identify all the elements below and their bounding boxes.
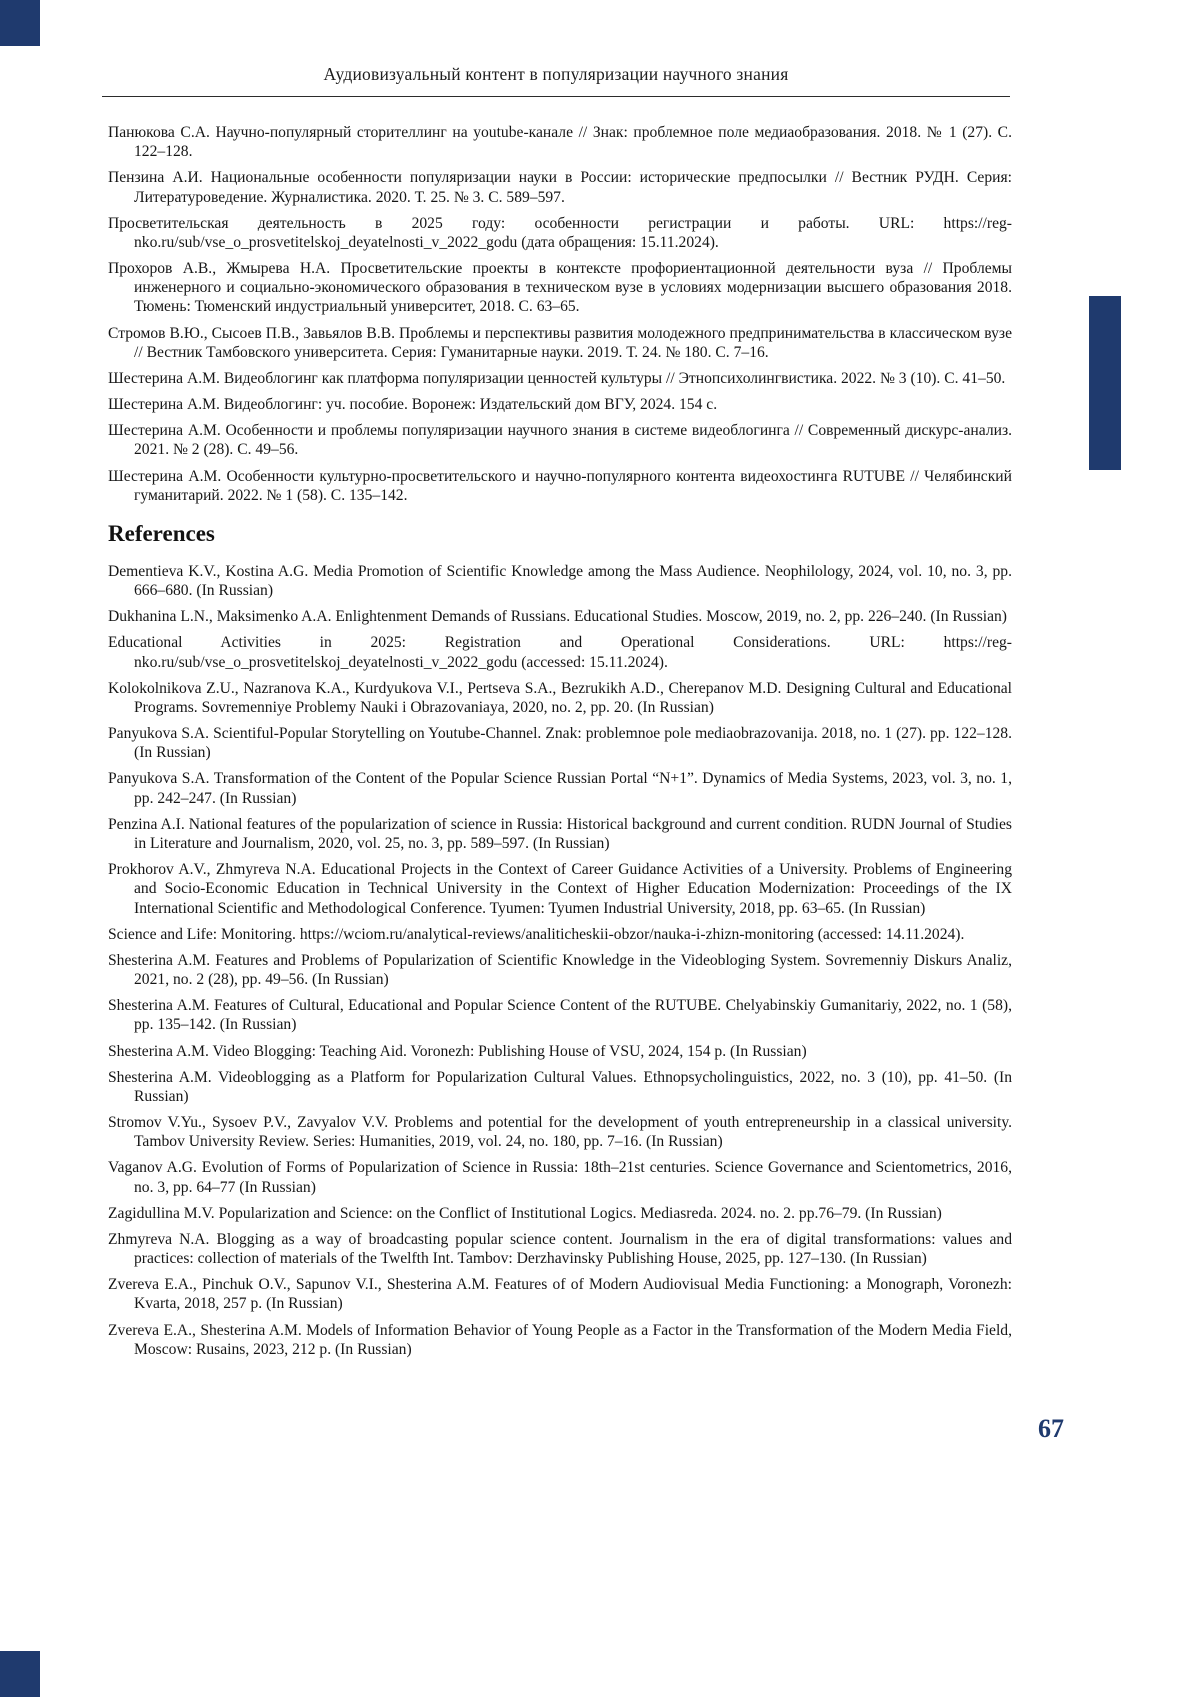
reference-item: Zagidullina M.V. Popularization and Science: on the Conflict of Institutional Logics. Mediasreda. 2024. no. 2. pp.76–79. (In Russian): [108, 1204, 942, 1222]
reference-item: Шестерина А.М. Видеоблогинг как платформа популяризации ценностей культуры // Этнопсихолингвистика. 2022. № 3 (10). С. 41–50.: [108, 369, 1006, 387]
reference-item: Dukhanina L.N., Maksimenko A.A. Enlightenment Demands of Russians. Educational Studies. Moscow, 2019, no. 2, pp. 226–240. (In Russian): [108, 608, 1008, 626]
russian-references-section: [108, 123, 1012, 505]
page-number: 67: [1038, 1414, 1064, 1443]
reference-item: Панюкова С.А. Научно-популярный сторителлинг на youtube-канале // Знак: проблемное поле медиаобразования. 2018. № 1 (27). С. 122–128.: [108, 124, 1012, 161]
reference-item: Shesterina A.M. Video Blogging: Teaching Aid. Voronezh: Publishing House of VSU, 2024, 154 p. (In Russian): [108, 1042, 807, 1060]
reference-item: Стромов В.Ю., Сысоев П.В., Завьялов В.В. Проблемы и перспективы развития молодежного предпринимательства в классическом вузе // Вестник Тамбовского университета. Серия: Гуманитарные науки. 2019. Т. 24. № 180. С. 7–16.: [108, 324, 1012, 361]
reference-item: Panyukova S.A. Scientiful-Popular Storytelling on Youtube-Channel. Znak: problemnoe pole mediaobrazovanija. 2018, no. 1 (27). pp. 122–128. (In Russian): [108, 725, 1012, 762]
reference-item: Shesterina A.M. Features of Cultural, Educational and Popular Science Content of the RUTUBE. Chelyabinskiy Gumanitariy, 2022, no. 1 (58), pp. 135–142. (In Russian): [108, 997, 1012, 1034]
page-header: [102, 0, 1010, 97]
reference-item: Zvereva E.A., Pinchuk O.V., Sapunov V.I., Shesterina A.M. Features of of Modern Audiovisual Media Functioning: a Monograph, Voronezh: Kvarta, 2018, 257 p. (In Russian): [108, 1276, 1012, 1313]
reference-item: Zvereva E.A., Shesterina A.M. Models of Information Behavior of Young People as a Factor in the Transformation of the Modern Media Field, Moscow: Rusains, 2023, 212 p. (In Russian): [108, 1321, 1012, 1358]
reference-item: Прохоров А.В., Жмырева Н.А. Просветительские проекты в контексте профориентационной деятельности вуза // Проблемы инженерного и социально-экономического образования в техническом вузе в условиях модернизации высшего образования 2018. Тюмень: Тюменский индустриальный университет, 2018. С. 63–65.: [108, 260, 1012, 316]
reference-item: Шестерина А.М. Видеоблогинг: уч. пособие. Воронеж: Издательский дом ВГУ, 2024. 154 с.: [108, 396, 718, 414]
reference-item: Просветительская деятельность в 2025 году: особенности регистрации и работы. URL: https://reg-nko.ru/sub/vse_o_prosvetitelskoj_deyatelnosti_v_2022_godu (дата обращения: 15.11.2024).: [108, 214, 1012, 251]
reference-item: Shesterina A.M. Videoblogging as a Platform for Popularization Cultural Values. Ethnopsycholinguistics, 2022, no. 3 (10), pp. 41–50. (In Russian): [108, 1068, 1012, 1105]
header-rule: [102, 96, 1010, 97]
running-head-title: Аудиовизуальный контент в популяризации научного знания: [323, 64, 789, 84]
reference-item: Educational Activities in 2025: Registration and Operational Considerations. URL: https://reg-nko.ru/sub/vse_o_prosvetitelskoj_deyatelnosti_v_2022_godu (accessed: 15.11.2024).: [108, 634, 1012, 671]
reference-item: Stromov V.Yu., Sysoev P.V., Zavyalov V.V. Problems and potential for the development of youth entrepreneurship in a classical university. Tambov University Review. Series: Humanities, 2019, vol. 24, no. 180, pp. 7–16. (In Russian): [108, 1114, 1012, 1151]
reference-item: Dementieva K.V., Kostina A.G. Media Promotion of Scientific Knowledge among the Mass Audience. Neophilology, 2024, vol. 10, no. 3, pp. 666–680. (In Russian): [108, 562, 1012, 600]
reference-item: Шестерина А.М. Особенности культурно-просветительского и научно-популярного контента видеохостинга RUTUBE // Челябинский гуманитарий. 2022. № 1 (58). С. 135–142.: [108, 467, 1012, 504]
decor-corner-bottom-left: [0, 1651, 40, 1697]
english-references-section: [108, 562, 1012, 1359]
reference-item: Пензина А.И. Национальные особенности популяризации науки в России: исторические предпосылки // Вестник РУДН. Серия: Литературоведение. Журналистика. 2020. Т. 25. № 3. С. 589–597.: [108, 169, 1012, 206]
references-page: [108, 123, 1012, 1359]
reference-item: Vaganov A.G. Evolution of Forms of Popularization of Science in Russia: 18th–21st centuries. Science Governance and Scientometrics, 2016, no. 3, pp. 64–77 (In Russian): [108, 1159, 1012, 1196]
reference-item: Kolokolnikova Z.U., Nazranova K.A., Kurdyukova V.I., Pertseva S.A., Bezrukikh A.D., Cherepanov M.D. Designing Cultural and Educational Programs. Sovremenniye Problemy Nauki i Obrazovaniaya, 2020, no. 2, pp. 20. (In Russian): [108, 679, 1012, 716]
reference-item: Shesterina A.M. Features and Problems of Popularization of Scientific Knowledge in the Videobloging System. Sovremenniy Diskurs Analiz, 2021, no. 2 (28), pp. 49–56. (In Russian): [108, 951, 1012, 989]
decor-corner-top-left: [0, 0, 40, 46]
decor-edge-bar-right: [1089, 296, 1121, 470]
reference-item: Zhmyreva N.A. Blogging as a way of broadcasting popular science content. Journalism in the era of digital transformations: values and practices: collection of materials of the Twelfth Int. Tambov: Derzhavinsky Publishing House, 2025, pp. 127–130. (In Russian): [108, 1230, 1012, 1268]
references-heading: References: [108, 520, 215, 546]
reference-item: Science and Life: Monitoring. https://wciom.ru/analytical-reviews/analiticheskii-obzor/nauka-i-zhizn-monitoring (accessed: 14.11.2024).: [108, 925, 965, 943]
reference-item: Шестерина А.М. Особенности и проблемы популяризации научного знания в системе видеоблогинга // Современный дискурс-анализ. 2021. № 2 (28). С. 49–56.: [108, 422, 1012, 459]
reference-item: Penzina A.I. National features of the popularization of science in Russia: Historical background and current condition. RUDN Journal of Studies in Literature and Journalism, 2020, vol. 25, no. 3, pp. 589–597. (In Russian): [108, 815, 1012, 852]
reference-item: Prokhorov A.V., Zhmyreva N.A. Educational Projects in the Context of Career Guidance Activities of a University. Problems of Engineering and Socio-Economic Education in Technical University in the Context of Higher Education Modernization: Proceedings of the IX International Scientific and Methodological Conference. Tyumen: Tyumen Industrial University, 2018, pp. 63–65. (In Russian): [108, 861, 1012, 917]
reference-item: Panyukova S.A. Transformation of the Content of the Popular Science Russian Portal “N+1”. Dynamics of Media Systems, 2023, vol. 3, no. 1, pp. 242–247. (In Russian): [108, 770, 1012, 807]
